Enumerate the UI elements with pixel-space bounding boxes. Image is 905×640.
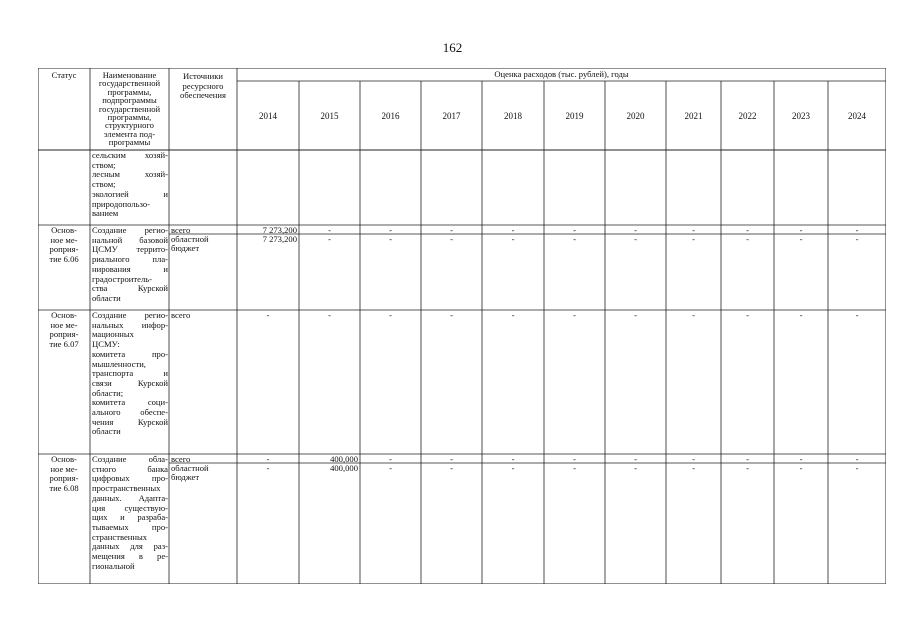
value-cell: - — [799, 234, 803, 244]
value-cell: - — [389, 463, 392, 473]
value-cell: - — [328, 234, 331, 244]
status-line: тие 6.08 — [49, 483, 79, 494]
header-name-line: программы — [108, 137, 151, 147]
value-cell: - — [634, 234, 637, 244]
year-header: 2023 — [792, 112, 810, 121]
value-cell: - — [511, 310, 515, 320]
value-cell: - — [573, 463, 576, 473]
text-line: нирования и — [92, 263, 168, 274]
source-label: всего — [171, 454, 191, 464]
value-cell: - — [573, 310, 576, 320]
value-cell: - — [746, 454, 749, 464]
text-line: нальной базовой — [92, 234, 168, 245]
value-cell: 7 273,200 — [262, 234, 297, 244]
value-cell: - — [746, 234, 749, 244]
year-header: 2015 — [320, 112, 339, 121]
header-expense: Оценка расходов (тыс. рублей), годы — [494, 70, 629, 79]
text-line: риального пла- — [92, 254, 168, 265]
header-source-line: Источники — [182, 72, 224, 81]
value-cell: - — [746, 463, 749, 473]
text-line: Создание регио- — [92, 311, 168, 320]
header-name-line: программы, — [107, 86, 152, 97]
status-line: ное ме- — [50, 234, 78, 245]
text-line: ванием — [92, 208, 119, 219]
status-line: роприя- — [49, 244, 79, 255]
value-cell: - — [746, 310, 749, 320]
year-header: 2019 — [565, 112, 584, 121]
text-line: экологией и — [92, 188, 168, 199]
status-line: ное ме- — [50, 463, 78, 474]
source-label-line: областной — [171, 234, 209, 244]
text-line: Создание обла- — [92, 455, 168, 464]
value-cell: - — [511, 454, 515, 464]
text-line: комитета соци- — [92, 397, 168, 408]
header-source — [169, 72, 237, 101]
text-line: чения Курской — [92, 416, 168, 427]
text-line: Создание регио- — [92, 226, 168, 235]
text-line: ция существую- — [92, 502, 168, 513]
source-label: всего — [171, 225, 191, 235]
value-cell: - — [634, 225, 637, 235]
status-line: ное ме- — [50, 319, 78, 330]
expense-table — [38, 68, 886, 584]
text-line: цифровых про- — [92, 473, 168, 484]
text-line: мещения в ре- — [92, 551, 168, 562]
header-name-line: Наименование — [102, 71, 157, 80]
source-label — [169, 464, 239, 483]
text-line: тываемых про- — [92, 521, 168, 532]
continuation-name — [90, 151, 169, 219]
year-header: 2018 — [504, 112, 522, 121]
value-cell: - — [511, 234, 515, 244]
value-cell: - — [855, 234, 859, 244]
source-label: всего — [171, 310, 191, 320]
header-name-line: подпрограммы — [102, 95, 157, 106]
value-cell: 7 273,200 — [262, 225, 297, 235]
text-line: ством; — [92, 179, 116, 190]
year-header: 2014 — [259, 112, 277, 121]
text-line: области — [92, 426, 121, 437]
value-cell: - — [634, 454, 637, 464]
text-line: гиональной — [92, 560, 135, 571]
header-source-line: обеспечения — [180, 90, 226, 101]
text-line: связи Курской — [92, 377, 168, 388]
header-status: Статус — [51, 71, 77, 80]
value-cell: - — [855, 454, 859, 464]
header-source-line: ресурсного — [182, 80, 224, 91]
value-cell: - — [266, 463, 270, 473]
text-line: ством; — [92, 159, 116, 170]
value-cell: - — [511, 463, 515, 473]
source-label-line: бюджет — [171, 243, 200, 254]
source-label — [169, 235, 239, 254]
header-name-line: структурного — [105, 120, 154, 131]
status-line: роприя- — [49, 329, 79, 340]
value-cell: - — [692, 310, 695, 320]
value-cell: - — [692, 463, 695, 473]
text-line: данных. Адапта- — [92, 492, 168, 503]
status-line: роприя- — [49, 473, 79, 484]
status-line: Основ- — [51, 311, 77, 320]
value-cell: - — [799, 225, 803, 235]
value-cell: - — [328, 225, 331, 235]
header-name-line: элемента под- — [103, 128, 156, 139]
value-cell: - — [328, 310, 331, 320]
text-line: комитета про- — [92, 348, 168, 359]
value-cell: - — [634, 463, 637, 473]
source-label-line: областной — [171, 463, 209, 473]
value-cell: - — [573, 234, 576, 244]
row-status — [38, 455, 90, 494]
text-line: ЦСМУ: — [92, 339, 120, 350]
value-cell: - — [511, 225, 515, 235]
text-line: странственных — [92, 531, 148, 542]
text-line: нальных инфор- — [92, 319, 168, 330]
year-header: 2016 — [381, 112, 400, 121]
value-cell: 400,000 — [330, 454, 358, 464]
year-header: 2020 — [626, 112, 645, 121]
value-cell: - — [692, 234, 695, 244]
value-cell: - — [746, 225, 749, 235]
value-cell: - — [799, 310, 803, 320]
header-name-line: государственной — [98, 78, 161, 89]
value-cell: 400,000 — [330, 463, 358, 473]
row-status — [38, 311, 90, 350]
value-cell: - — [450, 463, 453, 473]
text-line: природопользо- — [92, 198, 151, 209]
value-cell: - — [573, 454, 576, 464]
header-name-line: государственной — [98, 103, 161, 114]
value-cell: - — [799, 454, 803, 464]
value-cell: - — [692, 225, 695, 235]
text-line: транспорта и — [92, 368, 168, 379]
value-cell: - — [855, 310, 859, 320]
status-line: Основ- — [51, 226, 77, 235]
row-status — [38, 226, 90, 265]
text-line: мышленности, — [92, 358, 146, 369]
text-line: области; — [92, 387, 124, 398]
value-cell: - — [389, 454, 392, 464]
source-label-line: бюджет — [171, 472, 200, 483]
text-line: ства Курской — [92, 283, 168, 294]
text-line: градостроитель- — [92, 273, 153, 284]
text-line: мационных — [92, 329, 134, 340]
value-cell: - — [855, 463, 859, 473]
value-cell: - — [634, 310, 637, 320]
page-number: 162 — [442, 40, 463, 55]
text-line: стного банка — [92, 463, 168, 474]
year-header: 2024 — [848, 112, 866, 121]
header-name-line: программы, — [107, 112, 152, 123]
row-name — [90, 311, 169, 437]
year-header: 2022 — [738, 112, 757, 121]
year-header: 2021 — [684, 112, 703, 121]
text-line: области — [92, 292, 121, 303]
value-cell: - — [855, 225, 859, 235]
status-line: тие 6.07 — [49, 339, 79, 350]
text-line: щих и разраба- — [92, 512, 168, 523]
value-cell: - — [450, 225, 453, 235]
text-line: лесным хозяй- — [92, 169, 168, 180]
year-header: 2017 — [442, 112, 461, 121]
text-line: данных для раз- — [92, 541, 168, 552]
value-cell: - — [692, 454, 695, 464]
row-name — [90, 455, 169, 571]
status-line: Основ- — [51, 455, 77, 464]
header-name — [90, 71, 169, 147]
value-cell: - — [266, 310, 270, 320]
status-line: тие 6.06 — [49, 254, 79, 265]
text-line: ЦСМУ террито- — [92, 244, 168, 255]
value-cell: - — [389, 310, 392, 320]
value-cell: - — [573, 225, 576, 235]
value-cell: - — [799, 463, 803, 473]
value-cell: - — [266, 454, 270, 464]
value-cell: - — [450, 310, 453, 320]
value-cell: - — [450, 454, 453, 464]
value-cell: - — [389, 234, 392, 244]
text-line: пространственных — [92, 483, 161, 494]
text-line: ального обеспе- — [92, 407, 168, 418]
text-line: сельским хозяй- — [92, 151, 168, 160]
value-cell: - — [389, 225, 392, 235]
row-name — [90, 226, 169, 304]
value-cell: - — [450, 234, 453, 244]
